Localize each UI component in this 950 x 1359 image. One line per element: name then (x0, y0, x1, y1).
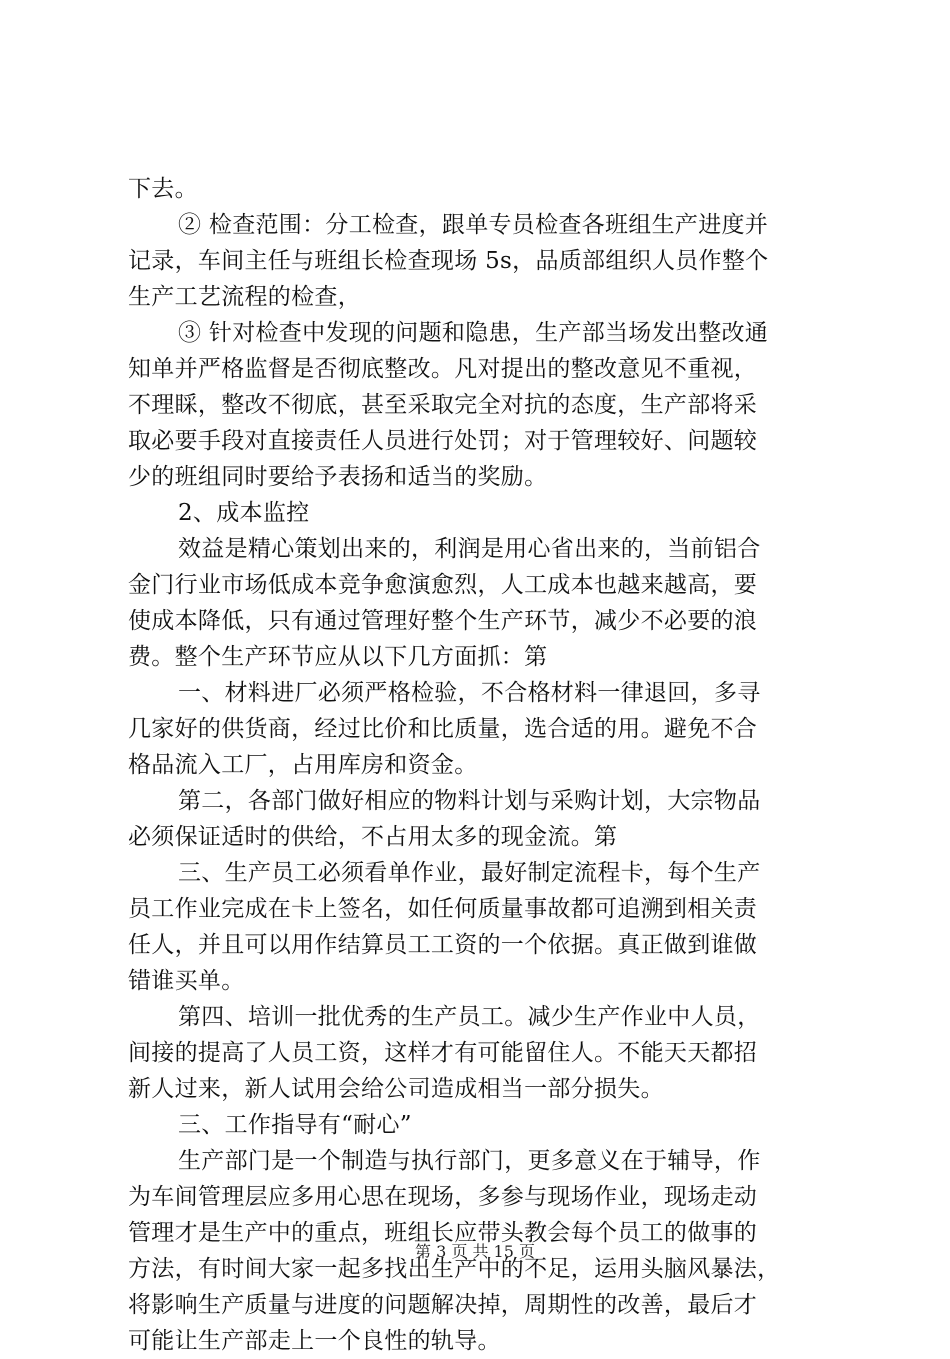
text-line: 为车间管理层应多用心思在现场，多参与现场作业，现场走动 (128, 1184, 758, 1210)
text-line: 下去。 (128, 176, 198, 202)
text-line: 2、成本监控 (178, 500, 310, 526)
text-line: 管理才是生产中的重点，班组长应带头教会每个员工的做事的 (128, 1220, 758, 1246)
text-line: 不理睬，整改不彻底，甚至采取完全对抗的态度，生产部将采 (128, 392, 758, 418)
text-line: 记录，车间主任与班组长检查现场 5s，品质部组织人员作整个 (128, 248, 769, 274)
text-line: ② 检查范围：分工检查，跟单专员检查各班组生产进度并 (178, 212, 769, 238)
text-line: 取必要手段对直接责任人员进行处罚；对于管理较好、问题较 (128, 428, 758, 454)
text-line: 生产工艺流程的检查， (128, 284, 361, 310)
text-line: 员工作业完成在卡上签名，如任何质量事故都可追溯到相关责 (128, 896, 758, 922)
text-line: 将影响生产质量与进度的问题解决掉，周期性的改善，最后才 (128, 1292, 758, 1318)
page-footer: 第 3 页 共 15 页 (415, 1242, 535, 1261)
text-line: 三、工作指导有“耐心” (178, 1112, 412, 1138)
text-line: 三、生产员工必须看单作业，最好制定流程卡，每个生产 (178, 860, 761, 886)
text-line: 知单并严格监督是否彻底整改。凡对提出的整改意见不重视， (128, 356, 758, 382)
text-line: 任人，并且可以用作结算员工工资的一个依据。真正做到谁做 (128, 932, 758, 958)
text-line: 错谁买单。 (128, 968, 245, 994)
text-line: 金门行业市场低成本竞争愈演愈烈，人工成本也越来越高，要 (128, 572, 758, 598)
text-line: 一、材料进厂必须严格检验，不合格材料一律退回，多寻 (178, 680, 761, 706)
text-line: 几家好的供货商，经过比价和比质量，选合适的用。避免不合 (128, 716, 758, 742)
text-line: 可能让生产部走上一个良性的轨导。 (128, 1328, 501, 1354)
text-line: 使成本降低，只有通过管理好整个生产环节，减少不必要的浪 (128, 608, 758, 634)
text-line: 间接的提高了人员工资，这样才有可能留住人。不能天天都招 (128, 1040, 758, 1066)
text-line: 新人过来，新人试用会给公司造成相当一部分损失。 (128, 1076, 664, 1102)
text-line: ③ 针对检查中发现的问题和隐患，生产部当场发出整改通 (178, 320, 769, 346)
text-line: 少的班组同时要给予表扬和适当的奖励。 (128, 464, 548, 490)
text-line: 第四、培训一批优秀的生产员工。减少生产作业中人员， (178, 1004, 761, 1030)
document-body (128, 171, 833, 1359)
text-line: 第二，各部门做好相应的物料计划与采购计划，大宗物品 (178, 788, 761, 814)
text-line: 生产部门是一个制造与执行部门，更多意义在于辅导，作 (178, 1148, 761, 1174)
text-line: 方法，有时间大家一起多找出生产中的不足，运用头脑风暴法， (128, 1256, 781, 1282)
text-line: 效益是精心策划出来的，利润是用心省出来的，当前铝合 (178, 536, 761, 562)
text-line: 费。整个生产环节应从以下几方面抓：第 (128, 644, 548, 670)
text-line: 格品流入工厂，占用库房和资金。 (128, 752, 478, 778)
text-line: 必须保证适时的供给，不占用太多的现金流。第 (128, 824, 618, 850)
